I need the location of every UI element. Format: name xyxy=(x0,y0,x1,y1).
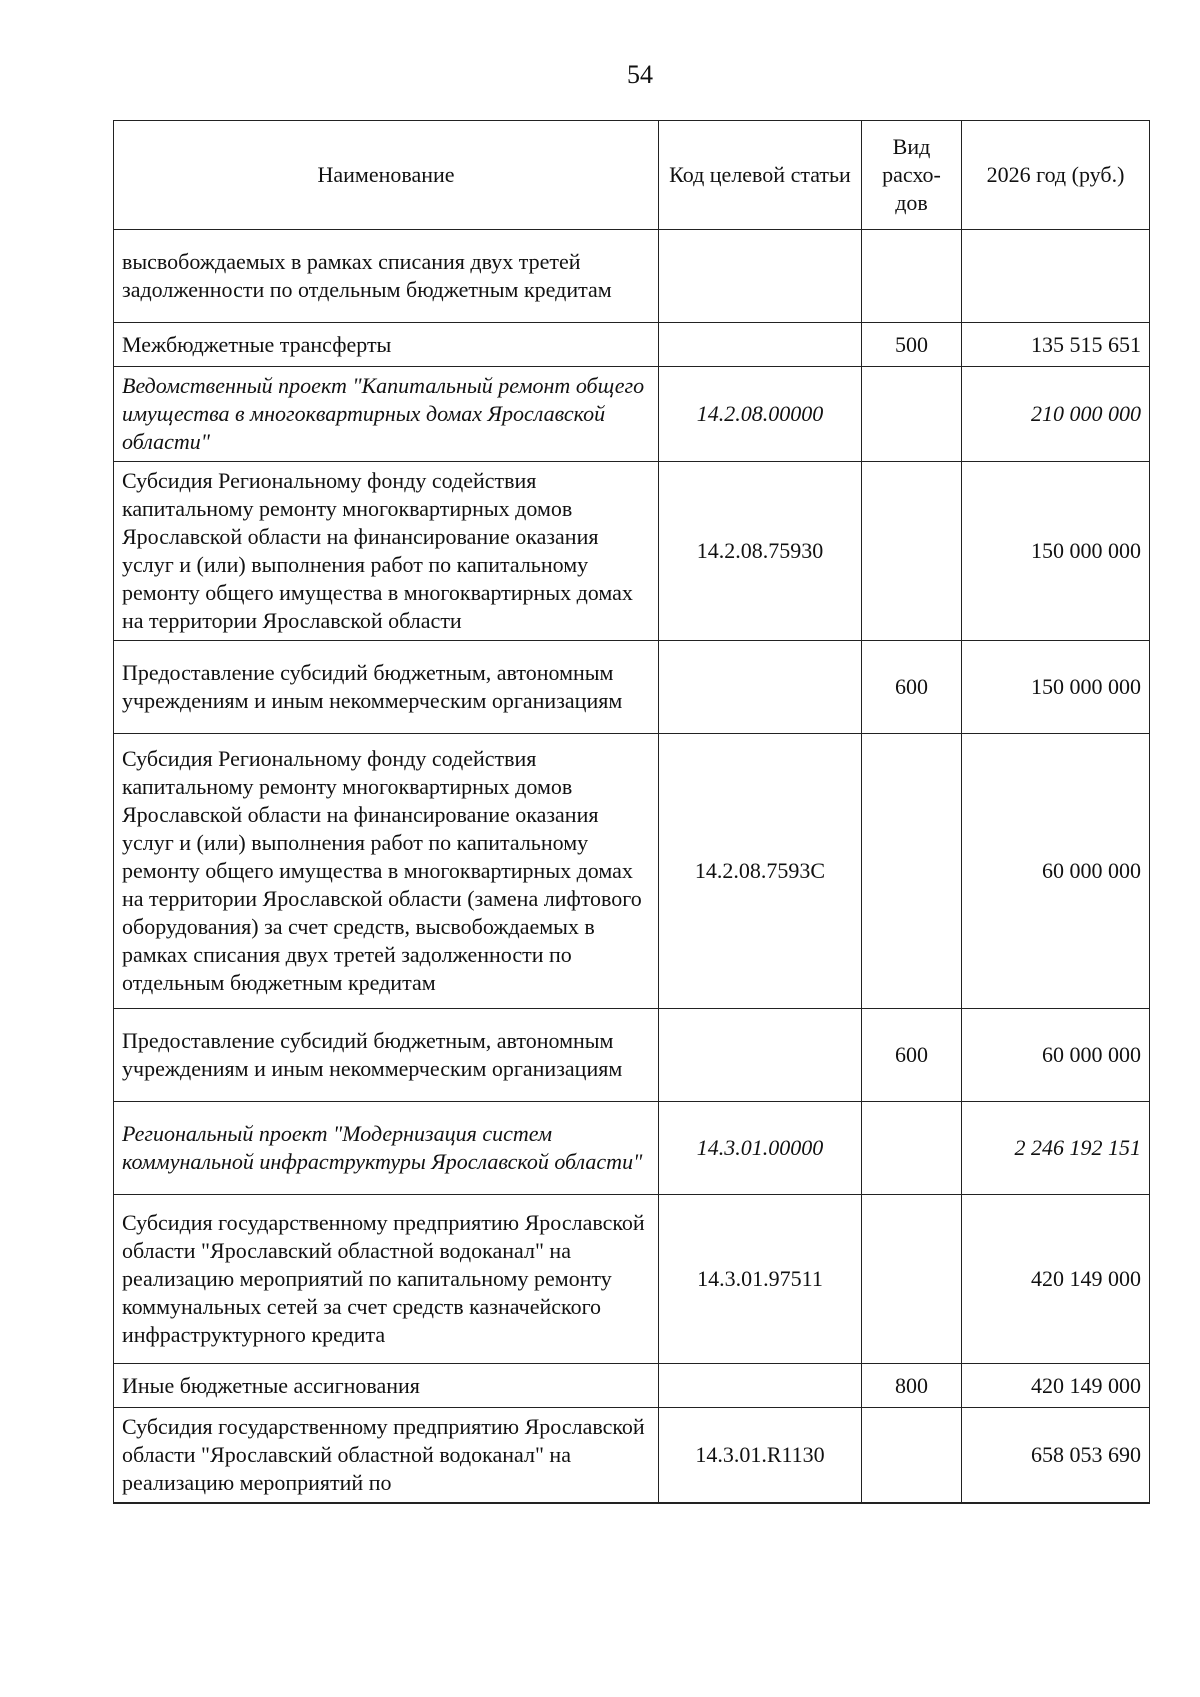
table-row xyxy=(114,734,1150,1009)
table-row xyxy=(114,323,1150,367)
cell-name: Региональный проект "Модернизация систем коммунальной инфраструктуры Ярославской области" xyxy=(114,1102,659,1195)
table-row xyxy=(114,230,1150,323)
table-row xyxy=(114,1408,1150,1504)
cell-name: высвобождаемых в рамках списания двух третей задолженности по отдельным бюджетным кредитам xyxy=(114,230,659,323)
cell-vid xyxy=(862,1195,962,1364)
cell-vid: 600 xyxy=(862,641,962,734)
cell-name: Субсидия Региональному фонду содействия капитальному ремонту многоквартирных домов Ярославской области на финансирование оказания услуг и (или) выполнения работ по капитальному ремонту общего имущества в многоквартирных домах на территории Ярославской области (замена лифтового оборудования) за счет средств, высвобождаемых в рамках списания двух третей задолженности по отдельным бюджетным кредитам xyxy=(114,734,659,1009)
cell-name: Ведомственный проект "Капитальный ремонт общего имущества в многоквартирных домах Ярославской области" xyxy=(114,367,659,462)
cell-sum: 210 000 000 xyxy=(962,367,1150,462)
cell-sum: 60 000 000 xyxy=(962,1009,1150,1102)
table-row xyxy=(114,367,1150,462)
cell-vid xyxy=(862,462,962,641)
cell-code: 14.2.08.00000 xyxy=(659,367,862,462)
cell-sum: 150 000 000 xyxy=(962,462,1150,641)
table-row xyxy=(114,1195,1150,1364)
cell-code xyxy=(659,641,862,734)
table-body xyxy=(114,230,1150,1504)
cell-name: Субсидия государственному предприятию Ярославской области "Ярославский областной водоканал" на реализацию мероприятий по капитальному ремонту коммунальных сетей за счет средств казначейского инфраструктурного кредита xyxy=(114,1195,659,1364)
table-row xyxy=(114,462,1150,641)
header-code: Код целевой статьи xyxy=(659,121,862,230)
cell-sum: 60 000 000 xyxy=(962,734,1150,1009)
cell-name: Иные бюджетные ассигнования xyxy=(114,1364,659,1408)
cell-sum: 420 149 000 xyxy=(962,1364,1150,1408)
cell-name: Межбюджетные трансферты xyxy=(114,323,659,367)
cell-vid: 800 xyxy=(862,1364,962,1408)
table-row xyxy=(114,1009,1150,1102)
cell-sum: 658 053 690 xyxy=(962,1408,1150,1504)
cell-name: Предоставление субсидий бюджетным, автономным учреждениям и иным некоммерческим организациям xyxy=(114,641,659,734)
cell-name: Субсидия государственному предприятию Ярославской области "Ярославский областной водоканал" на реализацию мероприятий по xyxy=(114,1408,659,1504)
cell-code xyxy=(659,230,862,323)
table-header-row xyxy=(114,121,1150,230)
cell-sum: 420 149 000 xyxy=(962,1195,1150,1364)
table-row xyxy=(114,1102,1150,1195)
cell-code: 14.2.08.7593C xyxy=(659,734,862,1009)
cell-vid: 600 xyxy=(862,1009,962,1102)
cell-code: 14.3.01.R1130 xyxy=(659,1408,862,1504)
cell-sum xyxy=(962,230,1150,323)
cell-code: 14.3.01.00000 xyxy=(659,1102,862,1195)
cell-code: 14.3.01.97511 xyxy=(659,1195,862,1364)
table-row xyxy=(114,641,1150,734)
cell-name: Субсидия Региональному фонду содействия капитальному ремонту многоквартирных домов Ярославской области на финансирование оказания услуг и (или) выполнения работ по капитальному ремонту общего имущества в многоквартирных домах на территории Ярославской области xyxy=(114,462,659,641)
cell-sum: 150 000 000 xyxy=(962,641,1150,734)
cell-vid: 500 xyxy=(862,323,962,367)
header-sum: 2026 год (руб.) xyxy=(962,121,1150,230)
cell-code: 14.2.08.75930 xyxy=(659,462,862,641)
header-name: Наименование xyxy=(114,121,659,230)
cell-code xyxy=(659,1009,862,1102)
cell-vid xyxy=(862,230,962,323)
cell-sum: 135 515 651 xyxy=(962,323,1150,367)
cell-code xyxy=(659,1364,862,1408)
table-row xyxy=(114,1364,1150,1408)
cell-vid xyxy=(862,367,962,462)
cell-vid xyxy=(862,1102,962,1195)
cell-vid xyxy=(862,734,962,1009)
cell-sum: 2 246 192 151 xyxy=(962,1102,1150,1195)
budget-table xyxy=(113,120,1150,1504)
cell-name: Предоставление субсидий бюджетным, автономным учреждениям и иным некоммерческим организациям xyxy=(114,1009,659,1102)
header-vid: Вид расхо-дов xyxy=(862,121,962,230)
cell-vid xyxy=(862,1408,962,1504)
cell-code xyxy=(659,323,862,367)
page-number: 54 xyxy=(627,60,653,89)
